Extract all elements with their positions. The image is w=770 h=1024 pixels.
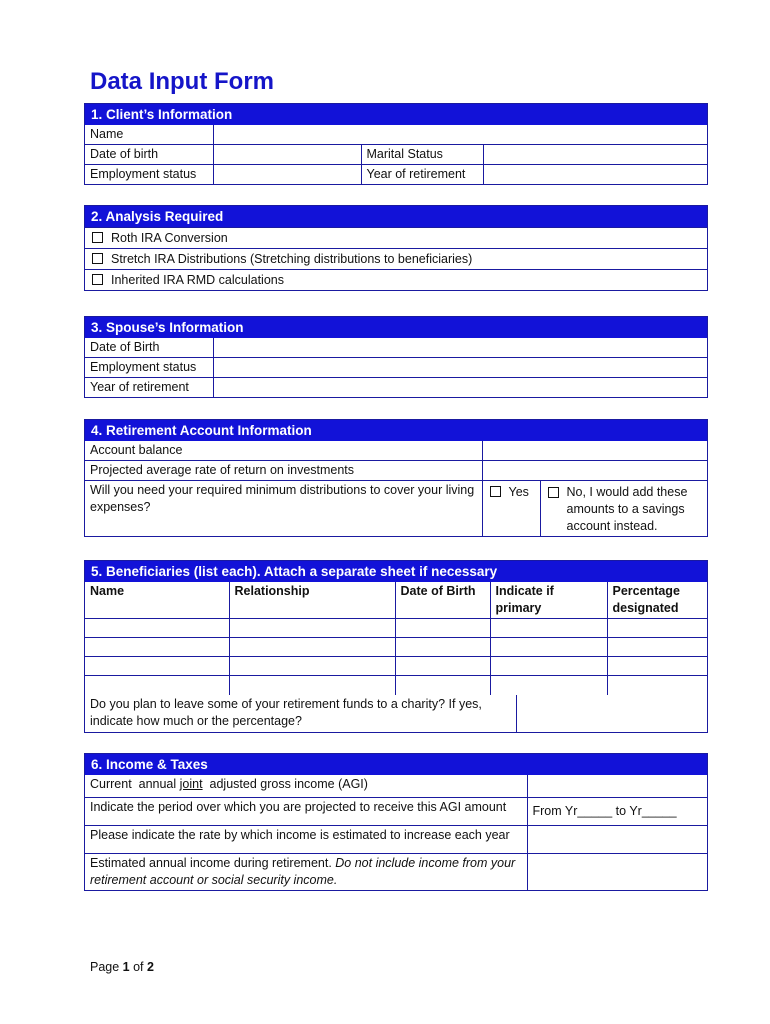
- checkbox-icon[interactable]: [92, 274, 103, 285]
- client-employment-label: Employment status: [85, 165, 213, 185]
- charity-question: Do you plan to leave some of your retirement funds to a charity? If yes, indicate how much or the percentage?: [85, 695, 516, 732]
- cell[interactable]: [229, 657, 395, 676]
- cell[interactable]: [85, 676, 229, 695]
- checkbox-icon[interactable]: [92, 232, 103, 243]
- cell[interactable]: [490, 619, 607, 638]
- charity-field[interactable]: [516, 695, 707, 732]
- page-number: Page 1 of 2: [90, 960, 154, 974]
- cell[interactable]: [229, 676, 395, 695]
- cell[interactable]: [607, 657, 707, 676]
- checkbox-icon[interactable]: [92, 253, 103, 264]
- spouse-retire-label: Year of retirement: [85, 378, 213, 398]
- client-retire-label: Year of retirement: [361, 165, 483, 185]
- income-section: [84, 753, 708, 891]
- analysis-section: [84, 205, 708, 291]
- cell[interactable]: [395, 619, 490, 638]
- balance-label: Account balance: [85, 441, 482, 461]
- spouse-retire-field[interactable]: [213, 378, 707, 398]
- page-title: Data Input Form: [90, 68, 274, 95]
- client-info-section: [84, 103, 708, 185]
- spouse-dob-field[interactable]: [213, 338, 707, 358]
- col-name-header: Name: [85, 582, 229, 619]
- rate-field[interactable]: [482, 461, 707, 481]
- beneficiary-row: [85, 619, 707, 638]
- beneficiary-row: [85, 657, 707, 676]
- increase-field[interactable]: [527, 825, 707, 853]
- cell[interactable]: [85, 638, 229, 657]
- col-percentage-header: Percentage designated: [607, 582, 707, 619]
- agi-field[interactable]: [527, 775, 707, 797]
- period-field[interactable]: From Yr_____ to Yr_____: [527, 797, 707, 825]
- agi-label: Current annual joint adjusted gross income (AGI): [85, 775, 527, 797]
- beneficiary-row: [85, 676, 707, 695]
- cell[interactable]: [395, 657, 490, 676]
- cell[interactable]: [490, 676, 607, 695]
- period-label: Indicate the period over which you are projected to receive this AGI amount: [85, 797, 527, 825]
- estimated-field[interactable]: [527, 853, 707, 890]
- analysis-heading: 2. Analysis Required: [85, 206, 707, 227]
- cell[interactable]: [490, 638, 607, 657]
- analysis-option-stretch[interactable]: Stretch IRA Distributions (Stretching distributions to beneficiaries): [85, 248, 707, 269]
- spouse-employment-field[interactable]: [213, 358, 707, 378]
- rate-label: Projected average rate of return on investments: [85, 461, 482, 481]
- client-info-heading: 1. Client’s Information: [85, 104, 707, 125]
- analysis-option-roth[interactable]: Roth IRA Conversion: [85, 227, 707, 248]
- cell[interactable]: [229, 619, 395, 638]
- increase-label: Please indicate the rate by which income is estimated to increase each year: [85, 825, 527, 853]
- income-heading: 6. Income & Taxes: [85, 754, 707, 775]
- retirement-heading: 4. Retirement Account Information: [85, 420, 707, 441]
- cell[interactable]: [395, 676, 490, 695]
- col-primary-header: Indicate if primary: [490, 582, 607, 619]
- client-dob-field[interactable]: [213, 145, 361, 165]
- client-employment-field[interactable]: [213, 165, 361, 185]
- client-marital-label: Marital Status: [361, 145, 483, 165]
- cell[interactable]: [85, 657, 229, 676]
- client-name-label: Name: [85, 125, 213, 145]
- spouse-info-section: [84, 316, 708, 398]
- checkbox-icon[interactable]: [490, 486, 501, 497]
- client-retire-field[interactable]: [483, 165, 707, 185]
- cell[interactable]: [490, 657, 607, 676]
- spouse-info-heading: 3. Spouse’s Information: [85, 317, 707, 338]
- client-dob-label: Date of birth: [85, 145, 213, 165]
- rmd-yes-option[interactable]: Yes: [482, 481, 540, 537]
- cell[interactable]: [229, 638, 395, 657]
- beneficiaries-section: [84, 560, 708, 733]
- estimated-label: Estimated annual income during retirement. Do not include income from your retirement account or social security income.: [85, 853, 527, 890]
- col-relationship-header: Relationship: [229, 582, 395, 619]
- analysis-option-inherited[interactable]: Inherited IRA RMD calculations: [85, 269, 707, 290]
- spouse-dob-label: Date of Birth: [85, 338, 213, 358]
- beneficiaries-heading: 5. Beneficiaries (list each). Attach a separate sheet if necessary: [85, 561, 707, 582]
- rmd-no-option[interactable]: No, I would add these amounts to a savings account instead.: [540, 481, 707, 537]
- cell[interactable]: [85, 619, 229, 638]
- col-dob-header: Date of Birth: [395, 582, 490, 619]
- client-marital-field[interactable]: [483, 145, 707, 165]
- spouse-employment-label: Employment status: [85, 358, 213, 378]
- cell[interactable]: [395, 638, 490, 657]
- balance-field[interactable]: [482, 441, 707, 461]
- client-name-field[interactable]: [213, 125, 707, 145]
- checkbox-icon[interactable]: [548, 487, 559, 498]
- rmd-question: Will you need your required minimum distributions to cover your living expenses?: [85, 481, 482, 537]
- retirement-section: [84, 419, 708, 537]
- beneficiary-row: [85, 638, 707, 657]
- cell[interactable]: [607, 619, 707, 638]
- cell[interactable]: [607, 676, 707, 695]
- cell[interactable]: [607, 638, 707, 657]
